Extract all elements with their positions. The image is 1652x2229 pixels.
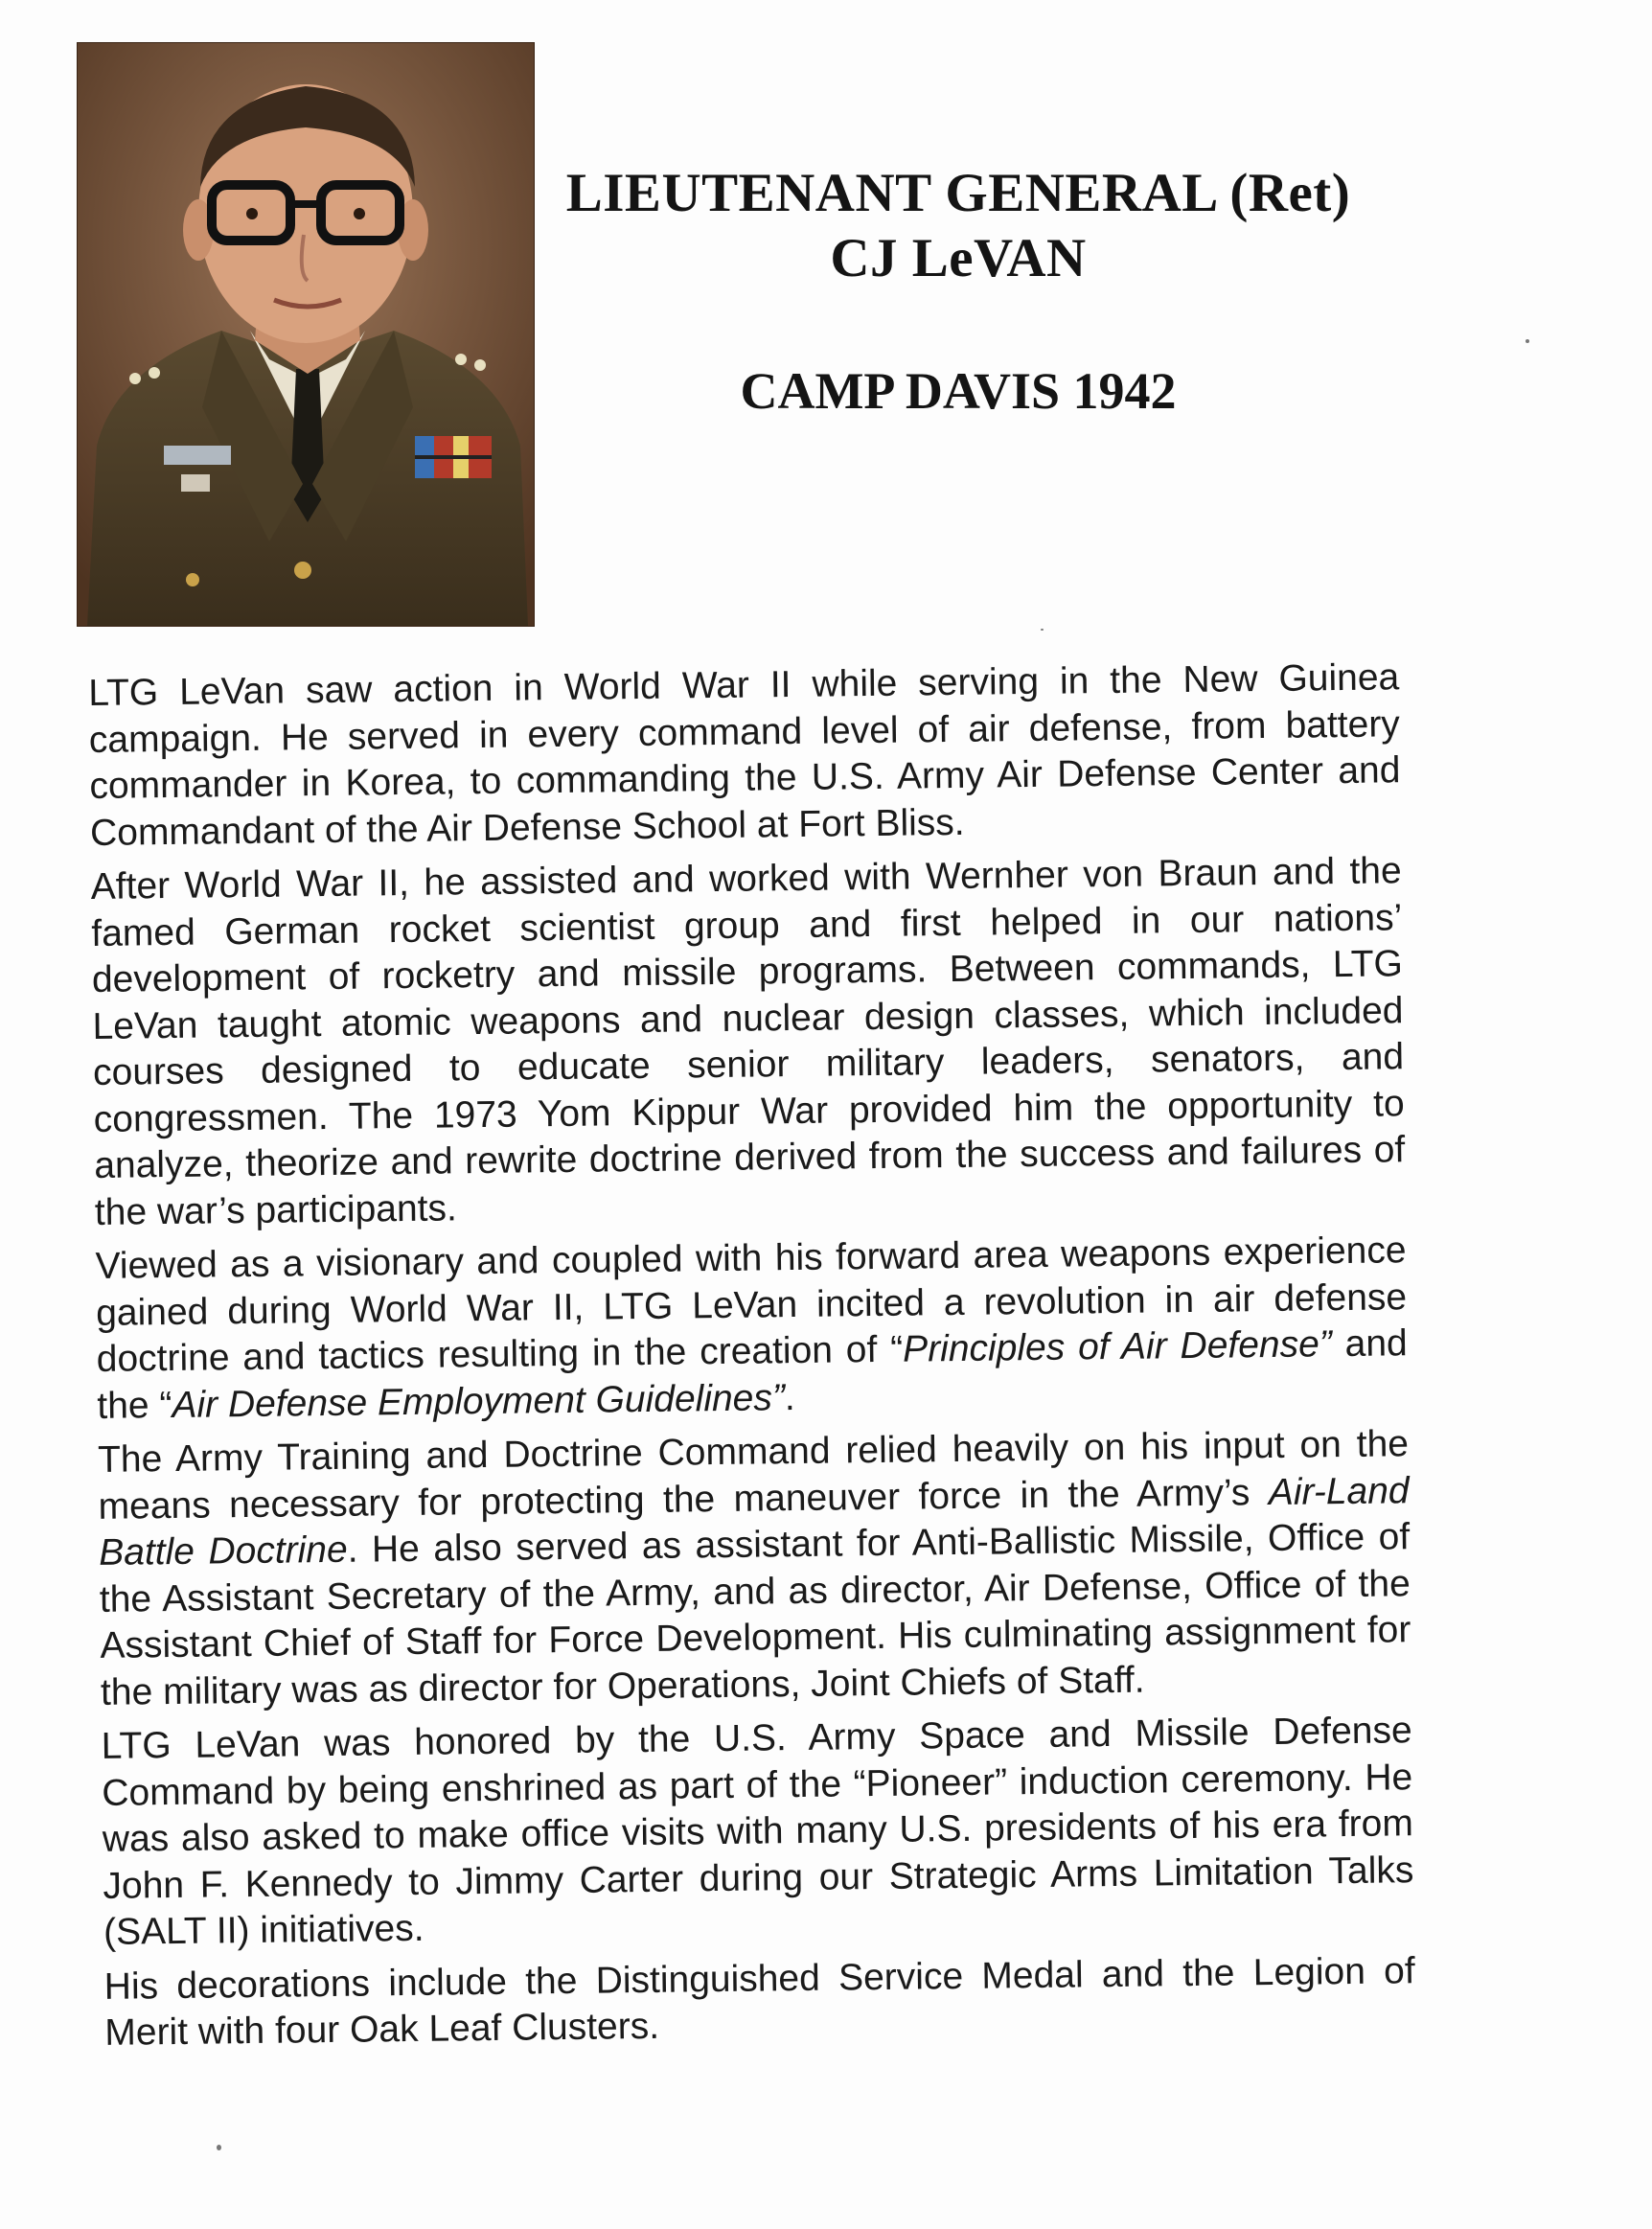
paragraph-3-text-a: Viewed as a visionary and coupled with his forward area weapons experience gained during World War II, LTG LeVan incited a revolution in air defense doctrine and tactics resulting in the creation of “ bbox=[95, 1229, 1408, 1380]
paragraph-5: LTG LeVan was honored by the U.S. Army Space and Missile Defense Command by being enshrined as part of the “Pioneer” induction ceremony. He was also asked to make office visits with many U.S. presidents of his era from John F. Kennedy to Jimmy Carter during our Strategic Arms Limitation Talks (SALT II) initiatives. bbox=[101, 1710, 1414, 1953]
scan-speck bbox=[1041, 629, 1044, 631]
paragraph-3-text-e: . bbox=[784, 1376, 795, 1418]
portrait-photo-icon bbox=[78, 43, 534, 626]
air-land-battle-doctrine-title: Air-Land Battle Doctrine bbox=[98, 1469, 1410, 1574]
person-name: CJ LeVAN bbox=[830, 228, 1087, 288]
principles-of-air-defense-title: Principles of Air Defense” bbox=[902, 1323, 1333, 1370]
rank-title: LIEUTENANT GENERAL (Ret) bbox=[565, 163, 1351, 223]
title-block bbox=[537, 161, 1380, 422]
biography-text bbox=[88, 655, 1416, 2064]
scan-speck bbox=[217, 2145, 221, 2150]
employment-guidelines-title: Air Defense Employment Guidelines” bbox=[172, 1376, 786, 1426]
paragraph-6: His decorations include the Distinguished Service Medal and the Legion of Merit with four Oak Leaf Clusters. bbox=[103, 1949, 1415, 2054]
scan-speck bbox=[1526, 339, 1529, 343]
paragraph-3 bbox=[95, 1228, 1408, 1430]
portrait-photo bbox=[77, 42, 535, 627]
paragraph-4 bbox=[98, 1421, 1411, 1716]
paragraph-4-text-c: . He also served as assistant for Anti-Ballistic Missile, Office of the Assistant Secretary of the Army, and as director, Air Defense, Office of the Assistant Chief of Staff for Force Development. His culminating assignment for the military was as director for Operations, Joint Chiefs of Staff. bbox=[99, 1516, 1411, 1713]
paragraph-3-text-c: and the “ bbox=[97, 1322, 1408, 1427]
paragraph-1: LTG LeVan saw action in World War II while serving in the New Guinea campaign. He served in every command level of air defense, from battery commander in Korea, to commanding the U.S. Army Air Defense Center and Commandant of the Air Defense School at Fort Bliss. bbox=[88, 656, 1401, 854]
paragraph-2: After World War II, he assisted and worked with Wernher von Braun and the famed German rocket scientist group and first helped in our nations’ development of rocketry and missile programs. Between commands, LTG LeVan taught atomic weapons and nuclear design classes, which included courses designed to educate senior military leaders, senators, and congressmen. The 1973 Yom Kippur War provided him the opportunity to analyze, theorize and rewrite doctrine derived from the success and failures of the war’s participants. bbox=[90, 850, 1406, 1233]
camp-subtitle: CAMP DAVIS 1942 bbox=[740, 362, 1177, 420]
paragraph-4-text-a: The Army Training and Doctrine Command relied heavily on his input on the means necessary for protecting the maneuver force in the Army’s bbox=[97, 1423, 1410, 1528]
